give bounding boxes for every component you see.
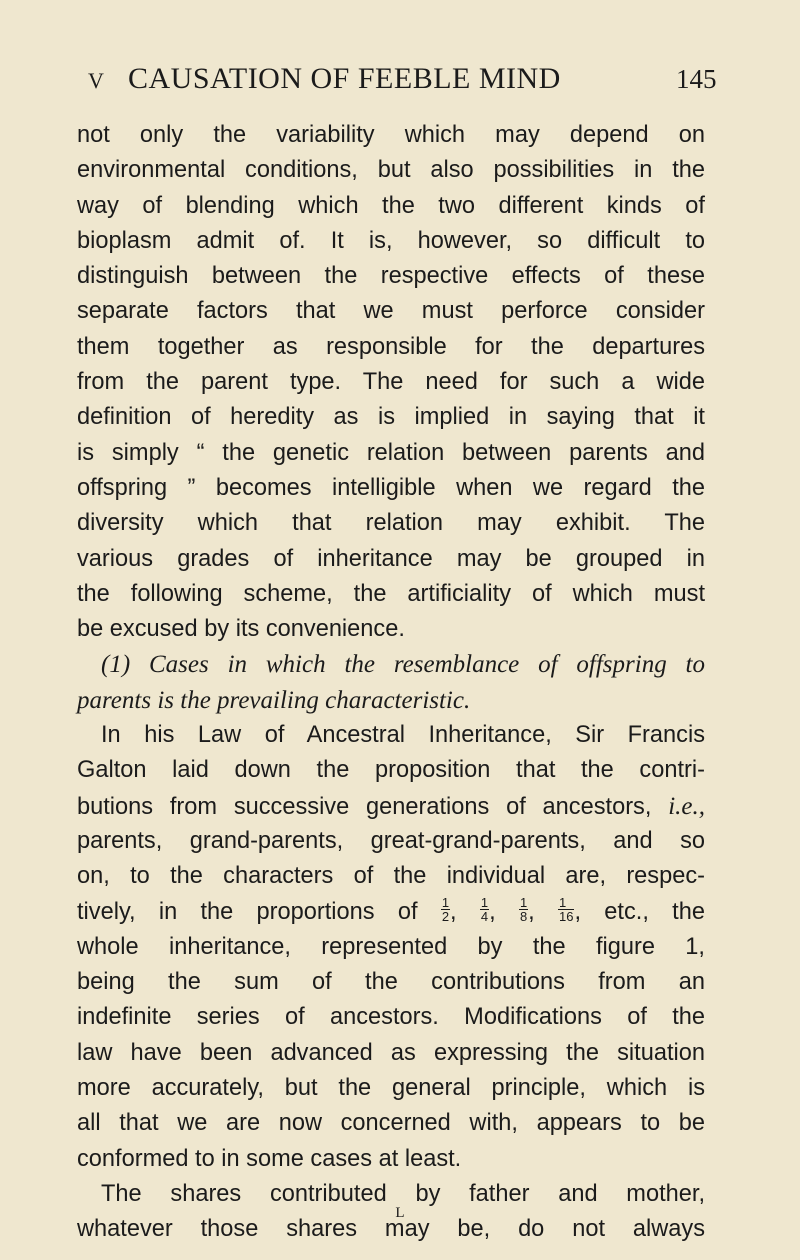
signature-mark: L [395,1205,405,1221]
text-line: whole inheritance, represented by the figure 1, [77,933,705,960]
text-line: all that we are now concerned with, appears to be [77,1110,705,1137]
text-line: way of blending which the two different kinds of [77,192,705,219]
fraction-line: tively, in the proportions of $\frac{1}{2}$ , $\frac{1}{4}$ , $\frac{1}{8}$ , $\frac{1}{16}$ , etc., the [77,894,705,925]
text-line: from the parent type. The need for such a wide [77,369,705,396]
text-line: definition of heredity as is implied in saying that it [77,404,705,431]
text-segment: tively, in the proportions of [77,898,418,925]
fraction: $\frac{1}{8}$ [519,894,528,924]
text-line: indefinite series of ancestors. Modifications of the [77,1004,705,1031]
text-line: not only the variability which may depend on [77,122,705,148]
text-line: bioplasm admit of. It is, however, so difficult to [77,227,705,254]
text-line: be excused by its convenience. [77,616,405,643]
text-line: Galton laid down the proposition that the contri- [77,757,705,784]
fraction: $\frac{1}{4}$ [480,894,489,924]
text-segment: etc., the [604,898,705,925]
text-line [77,789,705,824]
text-line: conformed to in some cases at least. [77,1145,462,1172]
text-line: parents, grand-parents, great-grand-parents, and so [77,827,705,854]
running-title: CAUSATION OF FEEBLE MIND [128,62,561,95]
text-line: environmental conditions, but also possibilities in the [77,157,705,184]
fraction: $\frac{1}{16}$ [559,894,574,924]
chapter-number: V [88,68,104,93]
section-heading-line: (1) Cases in which the resemblance of offspring to [101,651,705,679]
italic-abbreviation: i.e., [668,792,705,820]
text-line: The shares contributed by father and mother, [101,1180,705,1207]
text-line: distinguish between the respective effects of these [77,263,705,290]
text-line: diversity which that relation may exhibit. The [77,510,705,537]
text-line: In his Law of Ancestral Inheritance, Sir Francis [101,722,705,749]
text-line: on, to the characters of the individual are, respec- [77,863,705,890]
fraction: $\frac{1}{2}$ [441,894,450,924]
section-heading-line: parents is the prevailing characteristic. [77,686,471,714]
text-line: separate factors that we must perforce consider [77,298,705,325]
running-header [0,62,800,102]
text-line: the following scheme, the artificiality of which must [77,580,705,607]
text-line: being the sum of the contributions from an [77,969,705,996]
text-line: more accurately, but the general principle, which is [77,1075,705,1102]
text-line: various grades of inheritance may be grouped in [77,545,705,572]
text-segment: butions from successive generations of ancestors, [77,793,652,820]
page-body [77,118,705,1248]
page-number: 145 [676,64,717,94]
text-line: whatever those shares may be, do not always [77,1216,705,1243]
text-line: is simply “ the genetic relation between parents and [77,439,705,466]
text-line: them together as responsible for the departures [77,333,705,360]
text-line: offspring ” becomes intelligible when we regard the [77,474,705,501]
text-line: law have been advanced as expressing the situation [77,1039,705,1066]
